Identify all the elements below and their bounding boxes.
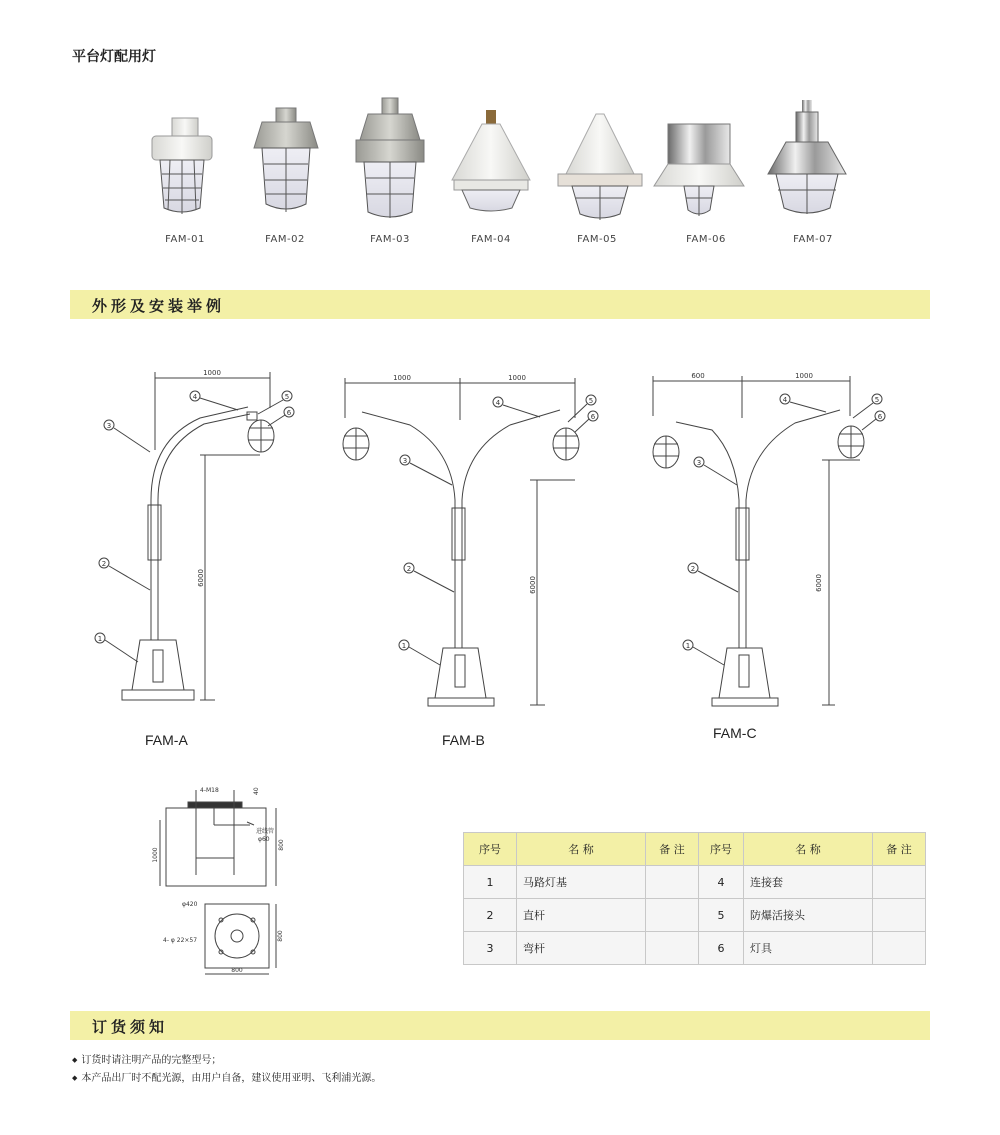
model-label-fam-a: FAM-A	[145, 732, 188, 748]
table-cell: 防爆活接头	[744, 899, 873, 932]
lamp-fam-03-image	[356, 98, 424, 218]
table-header: 序号	[464, 833, 517, 866]
callout-number: 6	[877, 413, 883, 421]
table-cell	[873, 932, 926, 965]
base-conduit-dia-label: φ60	[258, 836, 270, 843]
base-dia420-label: φ420	[182, 901, 198, 908]
lamp-code: FAM-03	[370, 234, 410, 245]
section-header-order	[70, 1011, 930, 1040]
table-header: 备 注	[646, 833, 699, 866]
dim-b-left: 1000	[393, 374, 411, 382]
callout-number: 3	[106, 422, 112, 430]
section-title: 订货须知	[92, 1018, 169, 1036]
table-row	[464, 866, 926, 899]
lamp-fam-04-image	[452, 110, 530, 211]
dim-b-right: 1000	[508, 374, 526, 382]
section-header-shape	[70, 290, 930, 319]
table-cell	[646, 866, 699, 899]
base-conduit-label: 进线管	[256, 828, 275, 835]
table-cell: 弯杆	[517, 932, 646, 965]
drawing-fam-a	[95, 372, 885, 706]
table-cell	[873, 899, 926, 932]
callout-number: 4	[782, 396, 788, 404]
callout-number: 1	[401, 642, 407, 650]
callout-number: 5	[284, 393, 290, 401]
lamp-code: FAM-02	[265, 234, 305, 245]
table-cell: 6	[699, 932, 744, 965]
callout-number: 4	[495, 399, 501, 407]
table-cell: 1	[464, 866, 517, 899]
callout-number: 1	[685, 642, 691, 650]
parts-table	[463, 832, 926, 965]
lamp-photo-row	[0, 90, 1000, 230]
base-h800-label: 800	[278, 839, 285, 851]
order-note: ◆ 订货时请注明产品的完整型号；	[72, 1052, 381, 1070]
lamp-code: FAM-01	[165, 234, 205, 245]
callout-number: 4	[192, 393, 198, 401]
callout-number: 2	[690, 565, 696, 573]
callout-number: 6	[286, 409, 292, 417]
table-header: 名 称	[517, 833, 646, 866]
dim-c-left: 600	[691, 372, 705, 380]
table-cell: 马路灯基	[517, 866, 646, 899]
callout-number: 3	[402, 457, 408, 465]
base-w800-label: 800	[231, 967, 243, 974]
callout-number: 5	[874, 396, 880, 404]
table-header: 序号	[699, 833, 744, 866]
table-header-row	[464, 833, 926, 866]
dim-c-height: 6000	[815, 574, 823, 592]
table-cell: 5	[699, 899, 744, 932]
table-cell: 直杆	[517, 899, 646, 932]
order-notes	[72, 1052, 381, 1088]
base-bolt-label: 4-M18	[200, 787, 219, 794]
page-title: 平台灯配用灯	[72, 49, 156, 65]
dim-a-height: 6000	[197, 569, 205, 587]
dim-a-arm: 1000	[203, 369, 221, 377]
lamp-fam-02-image	[254, 108, 318, 212]
base-holes-label: 4- φ 22×57	[163, 937, 198, 944]
lamp-code: FAM-05	[577, 234, 617, 245]
lamp-code: FAM-06	[686, 234, 726, 245]
table-cell: 2	[464, 899, 517, 932]
dim-b-height: 6000	[529, 576, 537, 594]
drawing-fam-b	[343, 378, 598, 706]
table-cell	[873, 866, 926, 899]
lamp-fam-06-image	[654, 124, 744, 216]
base-depth-label: 1000	[152, 847, 159, 863]
order-note: ◆ 本产品出厂时不配光源，由用户自备，建议使用亚明、飞利浦光源。	[72, 1070, 381, 1088]
lamp-code: FAM-04	[471, 234, 511, 245]
callout-number: 2	[101, 560, 107, 568]
lamp-fam-05-image	[558, 114, 642, 220]
dim-c-right: 1000	[795, 372, 813, 380]
table-row	[464, 932, 926, 965]
pole-installation-drawings	[0, 330, 1000, 760]
table-header: 备 注	[873, 833, 926, 866]
table-row	[464, 899, 926, 932]
lamp-fam-07-image	[768, 100, 846, 214]
foundation-drawing	[130, 780, 330, 980]
callout-number: 1	[97, 635, 103, 643]
callout-number: 6	[590, 413, 596, 421]
section-title: 外形及安装举例	[92, 297, 226, 315]
model-label-fam-b: FAM-B	[442, 732, 485, 748]
base-side800-label: 800	[277, 930, 284, 942]
callout-number: 3	[696, 459, 702, 467]
table-cell: 连接套	[744, 866, 873, 899]
callout-number: 2	[406, 565, 412, 573]
callout-number: 5	[588, 397, 594, 405]
drawing-fam-c	[653, 376, 885, 706]
table-cell: 灯具	[744, 932, 873, 965]
table-cell	[646, 899, 699, 932]
table-cell: 4	[699, 866, 744, 899]
lamp-code: FAM-07	[793, 234, 833, 245]
lamp-fam-01-image	[152, 118, 212, 214]
base-h40-label: 40	[253, 787, 260, 795]
model-label-fam-c: FAM-C	[713, 725, 757, 741]
table-cell	[646, 932, 699, 965]
table-header: 名 称	[744, 833, 873, 866]
table-cell: 3	[464, 932, 517, 965]
